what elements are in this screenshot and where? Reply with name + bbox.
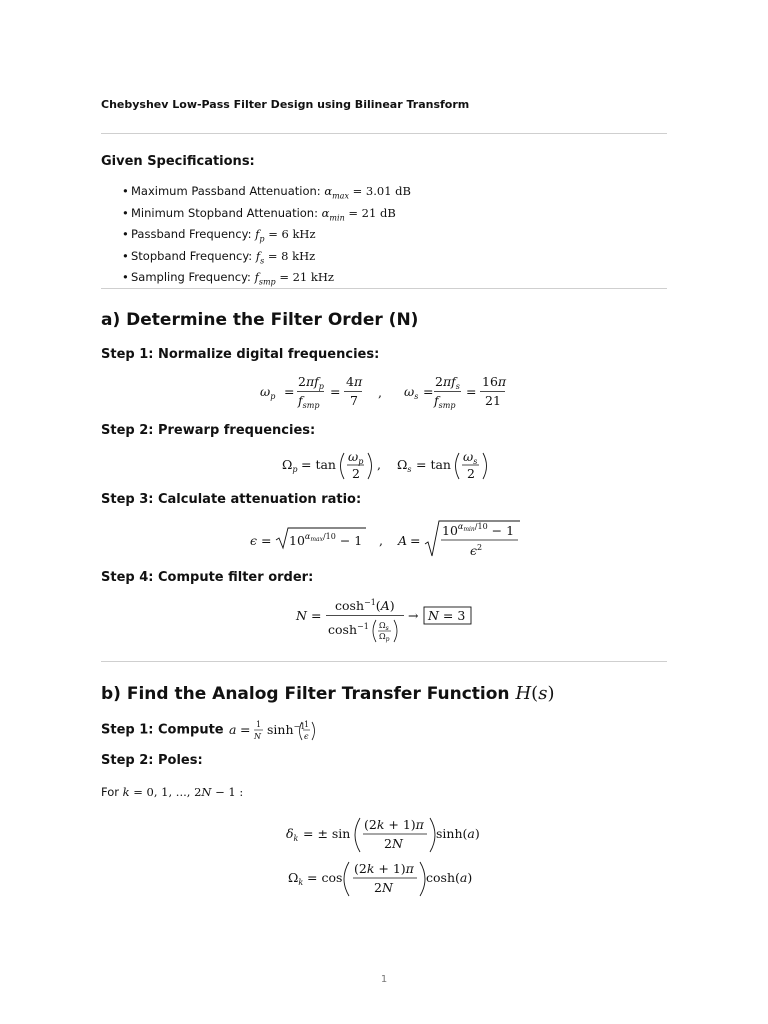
svg-text:= ± sin: = ± sin (303, 826, 351, 841)
step1-heading: Step 1: Normalize digital frequencies: (101, 347, 380, 362)
svg-text:4π: 4π (346, 374, 363, 389)
svg-text:ωp: $\omega_p$ (260, 384, 276, 401)
spec-alpha-min: • Minimum Stopband Attenuation: $\alpha_{min} = 21$ dB (122, 205, 396, 222)
equation-prewarp (282, 449, 497, 483)
svg-text:7: 7 (350, 393, 358, 408)
svg-text:Ωp: $\Omega_p$ (379, 632, 390, 643)
svg-text:ϵ: ϵ (304, 732, 309, 741)
divider (101, 133, 667, 134)
svg-text:N = 3: N = 3 (428, 608, 466, 623)
svg-text:2πfp: $2\pi f_p$ (298, 374, 324, 391)
svg-text:= tan: = tan (301, 457, 336, 472)
svg-text:sinh−1: $\sinh^{-1}$ (267, 722, 306, 737)
svg-text:=: = (311, 608, 322, 623)
specs-list (122, 183, 411, 291)
spec-fp: • Passband Frequency: $f_p = 6$ kHz (122, 227, 316, 244)
spec-fsmp: • Sampling Frequency: $f_{smp} = 21$ kHz (122, 270, 334, 287)
page-number: 1 (380, 974, 388, 985)
svg-text:2N: 2N (384, 836, 403, 851)
svg-text:A: A (398, 533, 408, 548)
svg-text:→: → (408, 608, 419, 623)
section-b-step1: Step 1: Compute a = 1 N $\sinh^{-1}$ 1 ϵ (101, 717, 318, 743)
svg-text:=: = (284, 384, 295, 399)
svg-text:ωp: $\omega_p$ (348, 449, 364, 466)
svg-text:= tan: = tan (416, 457, 451, 472)
document-title: Chebyshev Low-Pass Filter Design using Bilinear Transform (101, 98, 470, 111)
equation-attenuation-ratio (248, 518, 523, 560)
svg-text:10αmin/10 − 1: $10^\alpha\min/10 - 1$ (442, 522, 515, 538)
svg-text:cosh−1: $\cosh^{-1}$ (328, 622, 369, 637)
svg-text:Ωk: $\Omega_k$ (288, 870, 304, 887)
svg-text:ϵ2: $\epsilon^2$ (470, 543, 483, 558)
svg-text:10αmax/10 − 1: $10^\alpha\max/10 - 1$ (289, 532, 363, 548)
svg-text:a: a (229, 722, 237, 737)
specs-heading: Given Specifications: (101, 154, 255, 169)
step4-heading: Step 4: Compute filter order: (101, 570, 314, 585)
svg-text:1: 1 (304, 720, 310, 729)
equation-pole-imag-part (288, 859, 488, 899)
section-b-step2: Step 2: Poles: (101, 753, 203, 768)
svg-text:fsmp: $f_{smp}$ (434, 393, 456, 410)
equation-filter-order (294, 596, 479, 646)
svg-text:=: = (423, 384, 434, 399)
section-b-heading: b) Find the Analog Filter Transfer Function H(s) (101, 683, 555, 704)
divider (101, 288, 667, 289)
svg-text:16π: 16π (482, 374, 507, 389)
svg-text:N: N (254, 732, 262, 741)
equation-pole-real-part (284, 815, 484, 855)
section-a-heading: a) Determine the Filter Order (N) (101, 310, 419, 330)
svg-text:Ωs: $\Omega_s$ (397, 457, 412, 474)
svg-text:(2k + 1)π: (2k + 1)π (354, 861, 414, 876)
svg-text:= cos: = cos (307, 870, 343, 885)
svg-text:ωs: $\omega_s$ (404, 384, 419, 401)
svg-text:21: 21 (485, 393, 501, 408)
spec-alpha-max: • Maximum Passband Attenuation: $\alpha_{max} = 3.01$ dB (122, 184, 411, 201)
svg-text:,: , (377, 457, 381, 472)
equation-normalized-frequencies (258, 372, 518, 412)
svg-text:δk: $\delta_k$ (286, 826, 299, 843)
svg-text:2N: 2N (374, 880, 393, 895)
svg-text:=: = (330, 384, 341, 399)
svg-text:sinh(a): sinh(a) (436, 826, 480, 841)
svg-text:cosh(a): cosh(a) (426, 870, 473, 885)
for-k-range: For k = 0, 1, ..., 2N − 1 : (101, 785, 244, 799)
svg-text:,: , (379, 533, 383, 548)
svg-text:Ωp: $\Omega_p$ (282, 457, 298, 474)
svg-text:fsmp: $f_{smp}$ (298, 393, 320, 410)
step3-heading: Step 3: Calculate attenuation ratio: (101, 492, 362, 507)
svg-text:Ωs: $\Omega_s$ (379, 621, 389, 632)
svg-text:ωs: $\omega_s$ (463, 449, 478, 466)
svg-text:=: = (410, 533, 421, 548)
svg-text:=: = (240, 722, 251, 737)
svg-text:cosh−1(A): $\cosh^{-1}(A)$ (335, 598, 395, 613)
svg-text:=: = (466, 384, 477, 399)
svg-text:(2k + 1)π: (2k + 1)π (364, 817, 424, 832)
step2-heading: Step 2: Prewarp frequencies: (101, 423, 316, 438)
svg-text:2: 2 (467, 466, 475, 481)
equation-a-definition (228, 717, 318, 743)
svg-text:,: , (378, 385, 382, 400)
svg-text:2: 2 (352, 466, 360, 481)
svg-text:=: = (261, 533, 272, 548)
spec-fs: • Stopband Frequency: $f_s = 8$ kHz (122, 248, 316, 265)
svg-text:2πfs: $2\pi f_s$ (435, 374, 460, 391)
svg-text:1: 1 (256, 720, 262, 729)
svg-text:ϵ: ϵ (250, 533, 258, 548)
svg-text:N: N (296, 608, 307, 623)
divider (101, 661, 667, 662)
